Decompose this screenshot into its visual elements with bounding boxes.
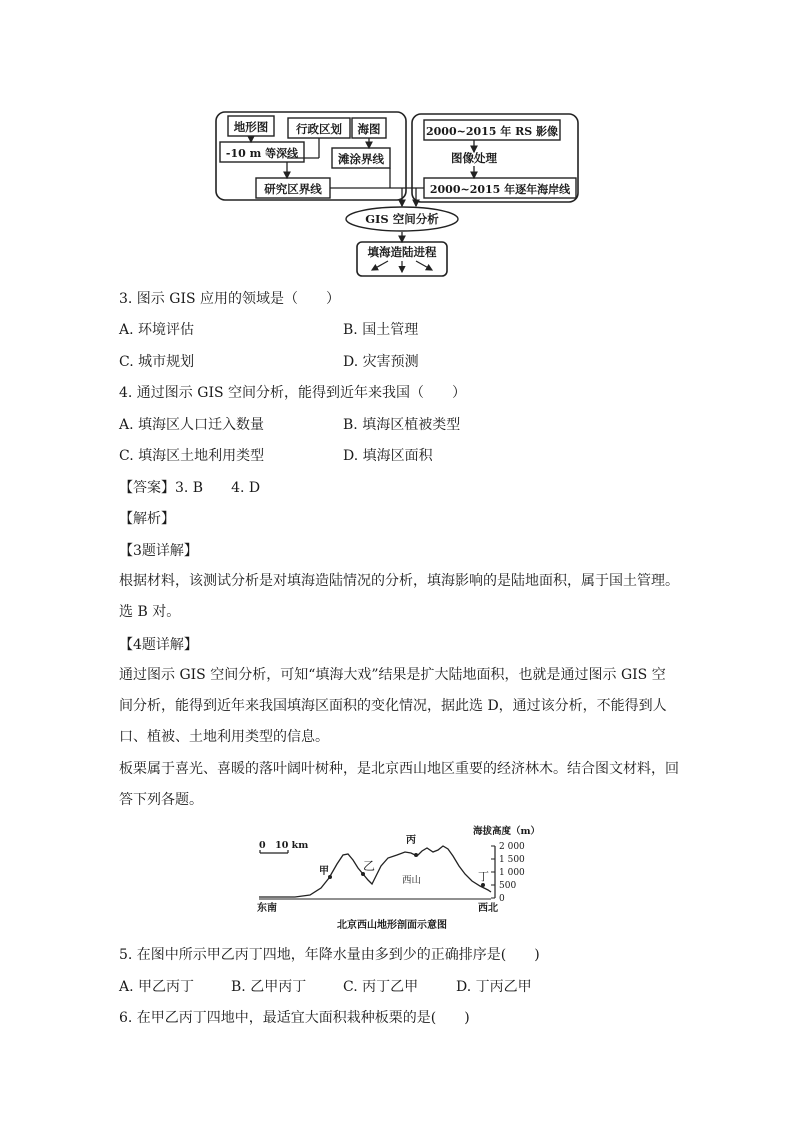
beach-line-label: 滩涂界线 (338, 152, 384, 166)
q5-option-a: A. 甲乙丙丁 (119, 979, 195, 995)
q3-detail-heading: 【3题详解】 (119, 543, 198, 559)
analysis-heading: 【解析】 (119, 511, 175, 527)
yi-label: 乙 (363, 859, 376, 873)
jia-label: 甲 (319, 866, 329, 877)
q5-option-d: D. 丁丙乙甲 (456, 979, 532, 995)
q3-option-a: A. 环境评估 (119, 322, 195, 338)
ding-point (481, 883, 485, 887)
sea-chart-label: 海图 (357, 122, 381, 136)
image-processing-label: 图像处理 (451, 151, 497, 165)
elev-tick-0: 0 (499, 894, 505, 904)
q3-detail-text: 根据材料，该测试分析是对填海造陆情况的分析，填海影响的是陆地面积，属于国土管理。选 B 对。 (119, 573, 679, 620)
q3-option-c: C. 城市规划 (119, 354, 195, 370)
study-boundary-label: 研究区界线 (264, 182, 322, 196)
scale-label: 0 10 km (259, 840, 309, 851)
gis-flowchart (212, 108, 584, 280)
q4-option-a: A. 填海区人口迁入数量 (119, 417, 265, 433)
answer-line: 【答案】3. B 4. D (119, 480, 261, 496)
elev-tick-2000: 2 000 (499, 842, 525, 852)
terrain-profile-figure (255, 822, 555, 934)
q4-detail-text: 通过图示 GIS 空间分析，可知“填海大戏”结果是扩大陆地面积，也就是通过图示 GIS 空间分析，能得到近年来我国填海区面积的变化情况，据此选 D，通过该分析，不能得到人口、植被、土地利用类型的信息。 (119, 667, 667, 745)
elev-tick-1000: 1 000 (499, 868, 525, 878)
southeast-label: 东南 (257, 903, 277, 914)
bing-label: 丙 (406, 835, 416, 846)
q5-option-c: C. 丙丁乙甲 (343, 979, 419, 995)
q5-option-b: B. 乙甲丙丁 (231, 979, 307, 995)
q3-option-d: D. 灾害预测 (343, 354, 419, 370)
coastlines-label: 2000~2015 年逐年海岸线 (429, 183, 571, 196)
terrain-map-label: 地形图 (233, 120, 269, 134)
elev-tick-1500: 1 500 (499, 855, 525, 865)
rs-images-label: 2000~2015 年 RS 影像 (425, 125, 559, 138)
elev-tick-500: 500 (499, 881, 517, 891)
q6-stem: 6. 在甲乙丙丁四地中，最适宜大面积栽种板栗的是( ) (119, 1010, 470, 1026)
profile-caption: 北京西山地形剖面示意图 (337, 920, 447, 931)
q4-option-d: D. 填海区面积 (343, 448, 433, 464)
elevation-axis-label: 海拔高度（m） (473, 826, 541, 837)
q4-stem: 4. 通过图示 GIS 空间分析，能得到近年来我国（ ） (119, 385, 467, 401)
q5-stem: 5. 在图中所示甲乙丙丁四地，年降水量由多到少的正确排序是( ) (119, 947, 540, 963)
intro-text: 板栗属于喜光、喜暖的落叶阔叶树种，是北京西山地区重要的经济林木。结合图文材料，回答下列各题。 (119, 761, 679, 808)
depth-line-label: -10 m 等深线 (225, 147, 299, 160)
q4-option-b: B. 填海区植被类型 (343, 417, 461, 433)
northwest-label: 西北 (478, 903, 498, 914)
xishan-label: 西山 (402, 875, 422, 886)
q4-detail-heading: 【4题详解】 (119, 637, 198, 653)
q3-stem: 3. 图示 GIS 应用的领域是（ ） (119, 291, 341, 307)
ding-label: 丁 (478, 870, 489, 883)
gis-analysis-label: GIS 空间分析 (365, 212, 439, 226)
q3-option-b: B. 国土管理 (343, 322, 419, 338)
admin-division-label: 行政区划 (296, 122, 342, 136)
reclamation-label: 填海造陆进程 (367, 245, 437, 259)
bing-point (414, 853, 418, 857)
q4-option-c: C. 填海区土地利用类型 (119, 448, 265, 464)
